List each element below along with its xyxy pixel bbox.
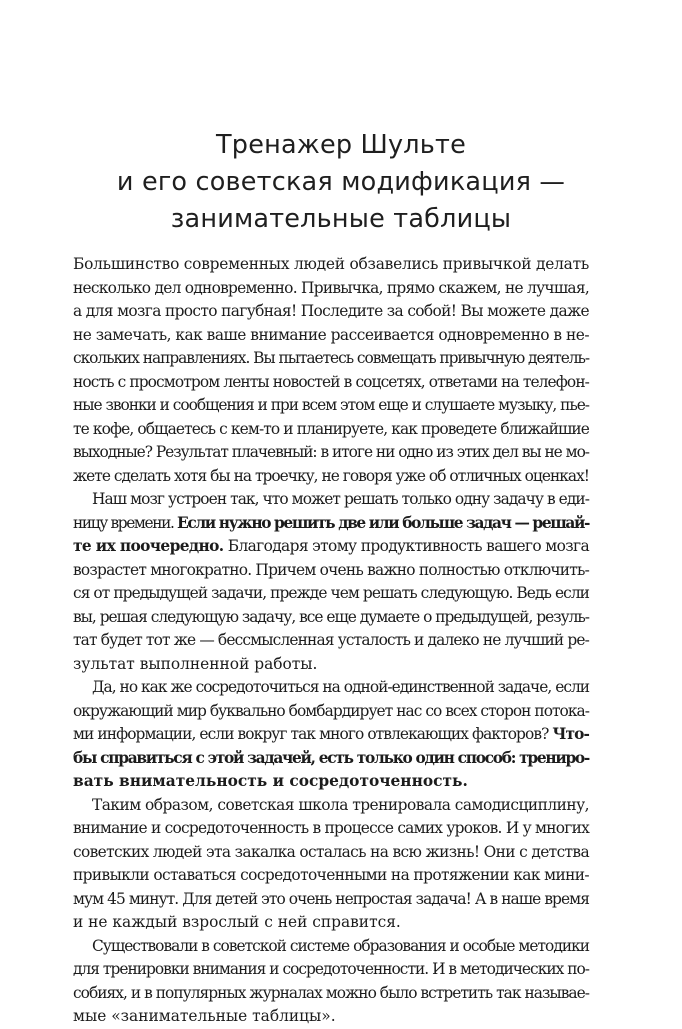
bold-run: Если нужно решить две или больше задач — решай- xyxy=(177,513,590,532)
chapter-title-line-1: Тренажер Шульте xyxy=(216,130,466,160)
text-line: ность с просмотром ленты новостей в соцсетях, ответами на телефон- xyxy=(73,372,589,391)
text-line: Существовали в советской системе образования и особые методики xyxy=(92,936,590,955)
text-line: для тренировки внимания и сосредоточенности. И в методических по- xyxy=(73,960,589,978)
text-line: жете сделать хотя бы на троечку, не говоря уже об отличных оценках! xyxy=(73,466,589,485)
text-line: внимание и сосредоточенность в процессе самих уроков. И у многих xyxy=(73,819,589,837)
text-line xyxy=(73,535,589,559)
text-line: несколько дел одновременно. Привычка, прямо скажем, не лучшая, xyxy=(73,278,589,297)
text-line: те кофе, общаетесь с кем-то и планируете, как проведете ближайшие xyxy=(73,419,590,438)
text-run: ми информации, если вокруг так много отвлекающих факторов? xyxy=(73,725,553,743)
text-line: а для мозга просто пагубная! Последите за собой! Вы можете даже xyxy=(73,302,589,320)
bold-run: бы справиться с этой задачей, есть только один способ: трениро- xyxy=(73,748,589,767)
text-line xyxy=(73,747,589,771)
paragraph-2 xyxy=(73,488,589,676)
text-line: Да, но как же сосредоточиться на одной-единственной задаче, если xyxy=(92,678,590,696)
text-line: и не каждый взрослый с ней справится. xyxy=(73,913,401,931)
body-text xyxy=(73,253,589,1029)
text-line: советских людей эта закалка осталась на всю жизнь! Они с детства xyxy=(73,842,590,861)
text-line: окружающий мир буквально бомбардирует нас со всех сторон потока- xyxy=(73,701,589,720)
text-line: вы, решая следующую задачу, все еще думаете о предыдущей, резуль- xyxy=(73,607,590,626)
chapter-title-line-2: и его советская модификация — xyxy=(116,167,566,197)
text-line xyxy=(73,512,589,536)
bold-run: вать внимательность и сосредоточенность. xyxy=(73,772,468,790)
text-run: Благодаря этому продуктивность вашего мозга xyxy=(223,537,589,555)
paragraph-5 xyxy=(73,935,589,1029)
text-line xyxy=(73,770,589,794)
text-line: Наш мозг устроен так, что может решать только одну задачу в еди- xyxy=(92,490,589,508)
text-line: скольких направлениях. Вы пытаетесь совмещать привычную деятель- xyxy=(73,349,590,367)
text-line xyxy=(73,723,589,747)
bold-run: Что- xyxy=(552,725,590,743)
text-run: ницу времени. xyxy=(73,513,177,532)
text-line: Таким образом, советская школа тренировала самодисциплину, xyxy=(92,795,590,814)
text-line: не замечать, как ваше внимание рассеивается одновременно в не- xyxy=(73,325,590,344)
text-line: Большинство современных людей обзавелись привычкой делать xyxy=(73,255,590,273)
text-line: ся от предыдущей задачи, прежде чем решать следующую. Ведь если xyxy=(73,584,589,602)
text-line: привыкли оставаться сосредоточенными на протяжении как мини- xyxy=(73,866,589,884)
text-line: собиях, и в популярных журналах можно было встретить так называе- xyxy=(73,983,589,1002)
paragraph-1 xyxy=(73,253,589,488)
text-line: тат будет тот же — бессмысленная усталость и далеко не лучший ре- xyxy=(73,631,589,649)
text-line: ные звонки и сообщения и при всем этом еще и слушаете музыку, пье- xyxy=(73,396,589,414)
text-line: возрастет многократно. Причем очень важно полностью отключить- xyxy=(73,560,590,579)
text-line: зультат выполненной работы. xyxy=(73,654,318,673)
text-line: мые «занимательные таблицы». xyxy=(73,1007,336,1025)
bold-run: те их поочередно. xyxy=(73,537,224,555)
paragraph-3 xyxy=(73,676,589,794)
chapter-title-line-3: занимательные таблицы xyxy=(170,204,512,234)
text-line: мум 45 минут. Для детей это очень непростая задача! А в наше время xyxy=(73,889,589,908)
paragraph-4 xyxy=(73,794,589,935)
chapter-title xyxy=(60,127,622,238)
text-line: выходные? Результат плачевный: в итоге ни одно из этих дел вы не мо- xyxy=(73,443,589,461)
